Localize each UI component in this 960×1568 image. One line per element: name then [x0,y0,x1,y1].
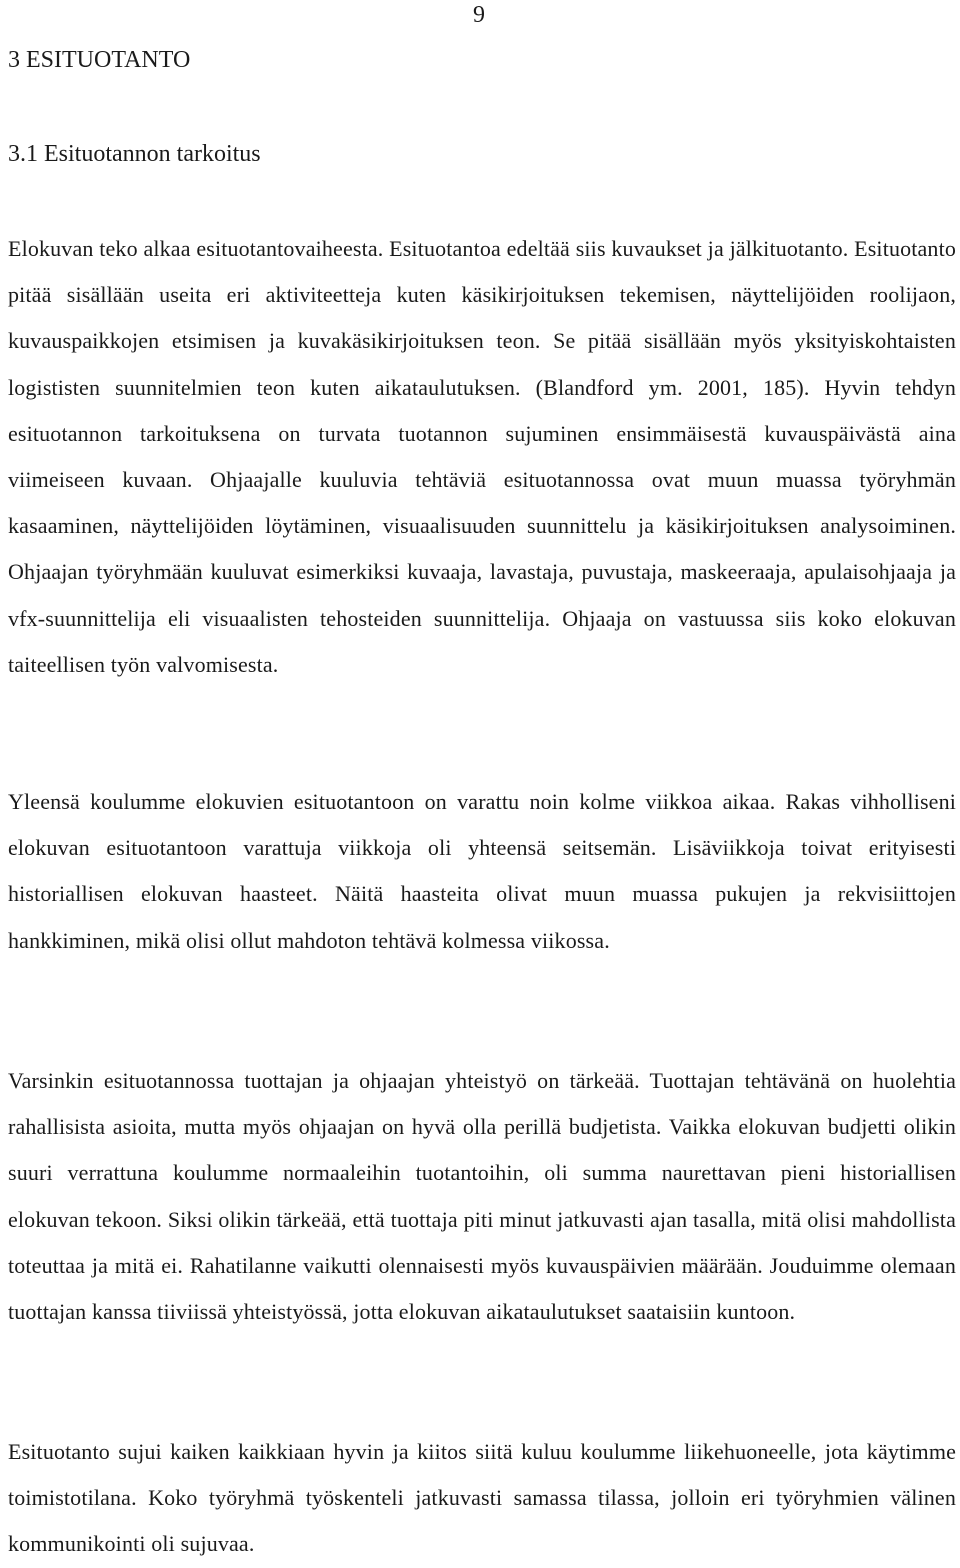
paragraph-4: Esituotanto sujui kaiken kaikkiaan hyvin ja kiitos siitä kuluu koulumme liikehuoneelle, jota käytimme toimistotilana. Koko työryhmä työskenteli jatkuvasti samassa tilassa, jolloin eri työryhmien välinen kommunikointi oli sujuvaa. [8,1439,956,1557]
section-title: 3.1 Esituotannon tarkoitus [8,141,261,167]
page-number: 9 [473,2,485,28]
paragraph-1: Elokuvan teko alkaa esituotantovaiheesta. Esituotantoa edeltää siis kuvaukset ja jälkituotanto. Esituotanto pitää sisällään useita eri aktiviteetteja kuten käsikirjoituksen tekemisen, näyttelijöiden roolijaon, kuvauspaikkojen etsimisen ja kuvakäsikirjoituksen teon. Se pitää sisällään myös yksityiskohtaisten logististen suunnitelmien teon kuten aikataulutuksen. (Blandford ym. 2001, 185). Hyvin tehdyn esituotannon tarkoituksena on turvata tuotannon sujuminen ensimmäisestä kuvauspäivästä aina viimeiseen kuvaan. Ohjaajalle kuuluvia tehtäviä esituotannossa ovat muun muassa työryhmän kasaaminen, näyttelijöiden löytäminen, visuaalisuuden suunnittelu ja käsikirjoituksen analysoiminen. Ohjaajan työryhmään kuuluvat esimerkiksi kuvaaja, lavastaja, puvustaja, maskeeraaja, apulaisohjaaja ja vfx-suunnittelija eli visuaalisten tehosteiden suunnittelija. Ohjaaja on vastuussa siis koko elokuvan taiteellisen työn valvomisesta. [8,236,956,677]
paragraph-2: Yleensä koulumme elokuvien esituotantoon on varattu noin kolme viikkoa aikaa. Rakas vihholliseni elokuvan esituotantoon varattuja viikkoja oli yhteensä seitsemän. Lisäviikkoja toivat erityisesti historiallisen elokuvan haasteet. Näitä haasteita olivat muun muassa pukujen ja rekvisiittojen hankkiminen, mikä olisi ollut mahdoton tehtävä kolmessa viikossa. [8,789,956,953]
chapter-title: 3 ESITUOTANTO [8,47,191,73]
paragraph-3: Varsinkin esituotannossa tuottajan ja ohjaajan yhteistyö on tärkeää. Tuottajan tehtävänä on huolehtia rahallisista asioita, mutta myös ohjaajan on hyvä olla perillä budjetista. Vaikka elokuvan budjetti olikin suuri verrattuna koulumme normaaleihin tuotantoihin, oli summa naurettavan pieni historiallisen elokuvan tekoon. Siksi olikin tärkeää, että tuottaja piti minut jatkuvasti ajan tasalla, mitä olisi mahdollista toteuttaa ja mitä ei. Rahatilanne vaikutti olennaisesti myös kuvauspäivien määrään. Jouduimme olemaan tuottajan kanssa tiiviissä yhteistyössä, jotta elokuvan aikataulutukset saataisiin kuntoon. [8,1068,956,1325]
